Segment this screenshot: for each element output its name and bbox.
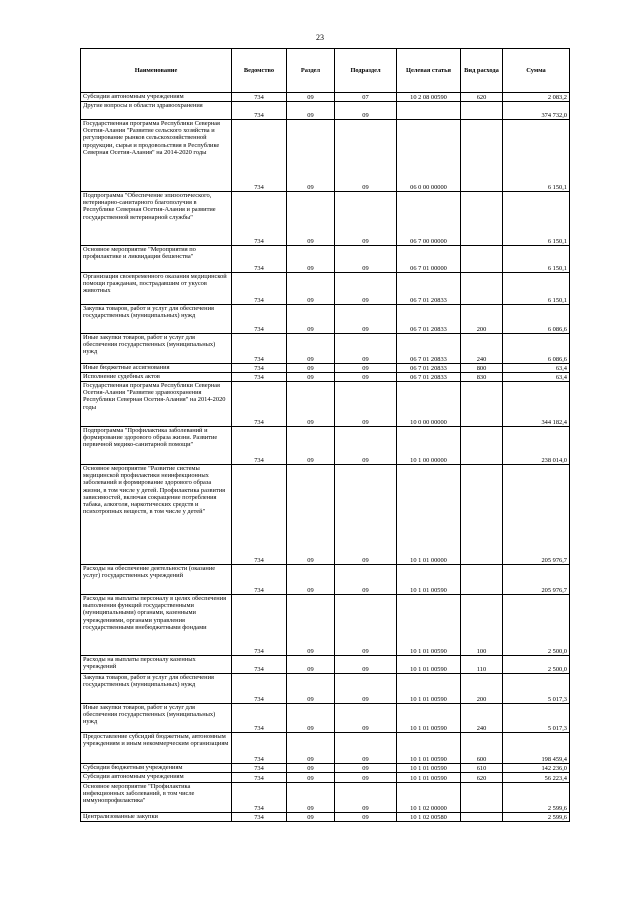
row-section: 09 (287, 427, 335, 465)
row-expense-type: 240 (461, 704, 503, 733)
row-expense-type: 110 (461, 656, 503, 674)
row-amount: 2 599,6 (503, 813, 570, 822)
table-row (81, 305, 570, 334)
table-row (81, 674, 570, 704)
column-header-dept: Ведомство (232, 49, 287, 93)
row-dept: 734 (232, 465, 287, 565)
row-dept: 734 (232, 764, 287, 773)
table-row (81, 334, 570, 364)
row-dept: 734 (232, 364, 287, 373)
row-name: Подпрограмма "Профилактика заболеваний и формирование здорового образа жизни. Развитие первичной медико-санитарной помощи" (81, 427, 232, 465)
row-amount: 374 732,0 (503, 102, 570, 120)
row-subsection: 09 (335, 364, 397, 373)
table-row (81, 773, 570, 783)
row-dept: 734 (232, 427, 287, 465)
row-amount: 2 500,0 (503, 656, 570, 674)
row-target: 06 0 00 00000 (397, 120, 461, 192)
row-dept: 734 (232, 382, 287, 427)
row-name: Субсидии бюджетным учреждениям (81, 764, 232, 773)
row-target: 10 1 01 00000 (397, 465, 461, 565)
row-amount: 238 014,0 (503, 427, 570, 465)
row-subsection: 09 (335, 783, 397, 813)
row-target: 06 7 01 20833 (397, 364, 461, 373)
row-section: 09 (287, 773, 335, 783)
row-target: 06 7 00 00000 (397, 192, 461, 246)
table-row (81, 373, 570, 382)
row-section: 09 (287, 565, 335, 595)
row-target: 06 7 01 20833 (397, 373, 461, 382)
row-dept: 734 (232, 674, 287, 704)
row-section: 09 (287, 733, 335, 764)
row-amount: 2 500,0 (503, 595, 570, 656)
row-name: Субсидии автономным учреждениям (81, 773, 232, 783)
row-target: 06 7 01 20833 (397, 305, 461, 334)
table-row (81, 273, 570, 305)
row-name: Организация своевременного оказания медицинской помощи гражданам, пострадавшим от укусов животных (81, 273, 232, 305)
row-expense-type: 800 (461, 364, 503, 373)
row-name: Иные закупки товаров, работ и услуг для обеспечения государственных (муниципальных) нужд (81, 704, 232, 733)
table-row (81, 192, 570, 246)
table-row (81, 813, 570, 822)
table-header-row (81, 49, 570, 93)
row-dept: 734 (232, 334, 287, 364)
column-header-name: Наименование (81, 49, 232, 93)
row-section: 09 (287, 364, 335, 373)
row-subsection: 09 (335, 565, 397, 595)
table-row (81, 102, 570, 120)
row-subsection: 09 (335, 764, 397, 773)
row-amount: 5 017,3 (503, 674, 570, 704)
row-subsection: 09 (335, 704, 397, 733)
row-name: Государственная программа Республики Северная Осетия-Алания "Развитие сельского хозяйства и регулирование рынков сельскохозяйственной продукции, сырья и продовольствия в Республике Северная Осетия-Алания" на 2014-2020 годы (81, 120, 232, 192)
row-amount: 6 150,1 (503, 273, 570, 305)
row-subsection: 09 (335, 373, 397, 382)
table-row (81, 364, 570, 373)
row-dept: 734 (232, 93, 287, 102)
row-target: 10 1 01 00590 (397, 565, 461, 595)
row-subsection: 09 (335, 382, 397, 427)
row-expense-type: 100 (461, 595, 503, 656)
row-expense-type (461, 813, 503, 822)
column-header-amount: Сумма (503, 49, 570, 93)
row-section: 09 (287, 334, 335, 364)
row-dept: 734 (232, 102, 287, 120)
row-name: Основное мероприятие "Развитие системы медицинской профилактики неинфекционных заболеваний и формирование здорового образа жизни, в том числе у детей. Профилактика развития зависимостей, включая сокращение потребления табака, алкоголя, наркотических средств и психотропных веществ, в том числе у детей" (81, 465, 232, 565)
row-amount: 344 182,4 (503, 382, 570, 427)
row-dept: 734 (232, 192, 287, 246)
row-dept: 734 (232, 783, 287, 813)
row-subsection: 09 (335, 334, 397, 364)
row-subsection: 09 (335, 192, 397, 246)
table-row (81, 93, 570, 102)
row-subsection: 09 (335, 305, 397, 334)
row-amount: 63,4 (503, 364, 570, 373)
row-expense-type (461, 427, 503, 465)
row-target: 06 7 01 20833 (397, 334, 461, 364)
row-name: Закупка товаров, работ и услуг для обеспечения государственных (муниципальных) нужд (81, 674, 232, 704)
row-dept: 734 (232, 773, 287, 783)
row-dept: 734 (232, 246, 287, 273)
row-target: 10 1 01 00590 (397, 733, 461, 764)
row-section: 09 (287, 102, 335, 120)
row-section: 09 (287, 704, 335, 733)
table-row (81, 764, 570, 773)
row-subsection: 09 (335, 246, 397, 273)
row-subsection: 09 (335, 656, 397, 674)
row-expense-type (461, 565, 503, 595)
column-header-expense-type: Вид расхода (461, 49, 503, 93)
table-row (81, 246, 570, 273)
row-name: Государственная программа Республики Северная Осетия-Алания "Развитие здравоохранения Республики Северная Осетия-Алания" на 2014-2020 годы (81, 382, 232, 427)
row-section: 09 (287, 373, 335, 382)
table-row (81, 704, 570, 733)
row-dept: 734 (232, 565, 287, 595)
row-name: Централизованные закупки (81, 813, 232, 822)
row-dept: 734 (232, 373, 287, 382)
row-dept: 734 (232, 305, 287, 334)
row-amount: 63,4 (503, 373, 570, 382)
row-expense-type: 620 (461, 93, 503, 102)
row-target: 10 1 01 00590 (397, 656, 461, 674)
row-dept: 734 (232, 656, 287, 674)
row-section: 09 (287, 305, 335, 334)
row-target: 06 7 01 00000 (397, 246, 461, 273)
table-row (81, 595, 570, 656)
row-target: 10 1 01 00590 (397, 773, 461, 783)
row-amount: 205 976,7 (503, 565, 570, 595)
row-amount: 6 150,1 (503, 120, 570, 192)
row-amount: 6 086,6 (503, 305, 570, 334)
row-subsection: 09 (335, 465, 397, 565)
table-row (81, 427, 570, 465)
row-subsection: 09 (335, 595, 397, 656)
row-target: 10 1 01 00590 (397, 595, 461, 656)
row-section: 09 (287, 382, 335, 427)
row-section: 09 (287, 465, 335, 565)
row-expense-type (461, 102, 503, 120)
row-subsection: 09 (335, 773, 397, 783)
row-expense-type: 200 (461, 305, 503, 334)
row-subsection: 09 (335, 273, 397, 305)
row-amount: 56 223,4 (503, 773, 570, 783)
row-amount: 205 976,7 (503, 465, 570, 565)
column-header-target: Целевая статья (397, 49, 461, 93)
row-section: 09 (287, 656, 335, 674)
table-row (81, 733, 570, 764)
row-section: 09 (287, 783, 335, 813)
row-expense-type (461, 246, 503, 273)
row-expense-type (461, 120, 503, 192)
row-expense-type (461, 192, 503, 246)
row-name: Субсидии автономным учреждениям (81, 93, 232, 102)
row-section: 09 (287, 764, 335, 773)
row-target: 10 1 02 00000 (397, 783, 461, 813)
row-expense-type: 620 (461, 773, 503, 783)
row-expense-type: 240 (461, 334, 503, 364)
row-dept: 734 (232, 273, 287, 305)
budget-table (80, 48, 570, 822)
row-name: Предоставление субсидий бюджетным, автономным учреждениям и иным некоммерческим организациям (81, 733, 232, 764)
row-name: Иные бюджетные ассигнования (81, 364, 232, 373)
table-row (81, 656, 570, 674)
page-number: 23 (316, 33, 324, 42)
row-expense-type (461, 382, 503, 427)
row-expense-type: 200 (461, 674, 503, 704)
row-expense-type: 830 (461, 373, 503, 382)
row-subsection: 09 (335, 674, 397, 704)
row-name: Основное мероприятие "Профилактика инфекционных заболеваний, в том числе иммунопрофилактика" (81, 783, 232, 813)
row-name: Другие вопросы в области здравоохранения (81, 102, 232, 120)
row-target: 10 1 01 00590 (397, 704, 461, 733)
row-section: 09 (287, 192, 335, 246)
row-target: 06 7 01 20833 (397, 273, 461, 305)
row-amount: 6 150,1 (503, 246, 570, 273)
row-amount: 198 459,4 (503, 733, 570, 764)
row-target: 10 1 02 00580 (397, 813, 461, 822)
row-expense-type (461, 783, 503, 813)
row-section: 09 (287, 273, 335, 305)
table-row (81, 120, 570, 192)
row-section: 09 (287, 674, 335, 704)
row-dept: 734 (232, 120, 287, 192)
row-amount: 5 017,3 (503, 704, 570, 733)
row-target: 10 1 00 00000 (397, 427, 461, 465)
column-header-subsection: Подраздел (335, 49, 397, 93)
row-target: 10 1 01 00590 (397, 764, 461, 773)
row-section: 09 (287, 93, 335, 102)
row-section: 09 (287, 595, 335, 656)
row-name: Подпрограмма "Обеспечение эпизоотического, ветеринарно-санитарного благополучия в Республике Северная Осетия-Алания и развитие государственной ветеринарной службы" (81, 192, 232, 246)
row-name: Иные закупки товаров, работ и услуг для обеспечения государственных (муниципальных) нужд (81, 334, 232, 364)
table-row (81, 565, 570, 595)
column-header-section: Раздел (287, 49, 335, 93)
row-name: Расходы на выплаты персоналу в целях обеспечения выполнения функций государственными (муниципальными) органами, казенными учреждениями, органами управления государственными внебюджетными фондами (81, 595, 232, 656)
row-dept: 734 (232, 704, 287, 733)
row-target: 10 2 08 00590 (397, 93, 461, 102)
row-amount: 6 086,6 (503, 334, 570, 364)
row-expense-type (461, 273, 503, 305)
row-name: Исполнение судебных актов (81, 373, 232, 382)
row-section: 09 (287, 813, 335, 822)
row-target: 10 1 01 00590 (397, 674, 461, 704)
row-amount: 6 150,1 (503, 192, 570, 246)
table-row (81, 783, 570, 813)
row-subsection: 09 (335, 427, 397, 465)
row-name: Расходы на обеспечение деятельности (оказание услуг) государственных учреждений (81, 565, 232, 595)
table-row (81, 382, 570, 427)
row-amount: 2 083,2 (503, 93, 570, 102)
row-name: Расходы на выплаты персоналу казенных учреждений (81, 656, 232, 674)
row-expense-type (461, 465, 503, 565)
row-amount: 2 599,6 (503, 783, 570, 813)
row-dept: 734 (232, 813, 287, 822)
row-section: 09 (287, 120, 335, 192)
row-subsection: 09 (335, 813, 397, 822)
row-subsection: 09 (335, 120, 397, 192)
table-row (81, 465, 570, 565)
row-name: Основное мероприятие "Мероприятия по профилактике и ликвидации бешенства" (81, 246, 232, 273)
row-expense-type: 600 (461, 733, 503, 764)
row-subsection: 07 (335, 93, 397, 102)
row-target (397, 102, 461, 120)
row-subsection: 09 (335, 733, 397, 764)
row-expense-type: 610 (461, 764, 503, 773)
row-target: 10 0 00 00000 (397, 382, 461, 427)
row-amount: 142 236,0 (503, 764, 570, 773)
row-subsection: 09 (335, 102, 397, 120)
row-name: Закупка товаров, работ и услуг для обеспечения государственных (муниципальных) нужд (81, 305, 232, 334)
row-dept: 734 (232, 595, 287, 656)
row-section: 09 (287, 246, 335, 273)
row-dept: 734 (232, 733, 287, 764)
